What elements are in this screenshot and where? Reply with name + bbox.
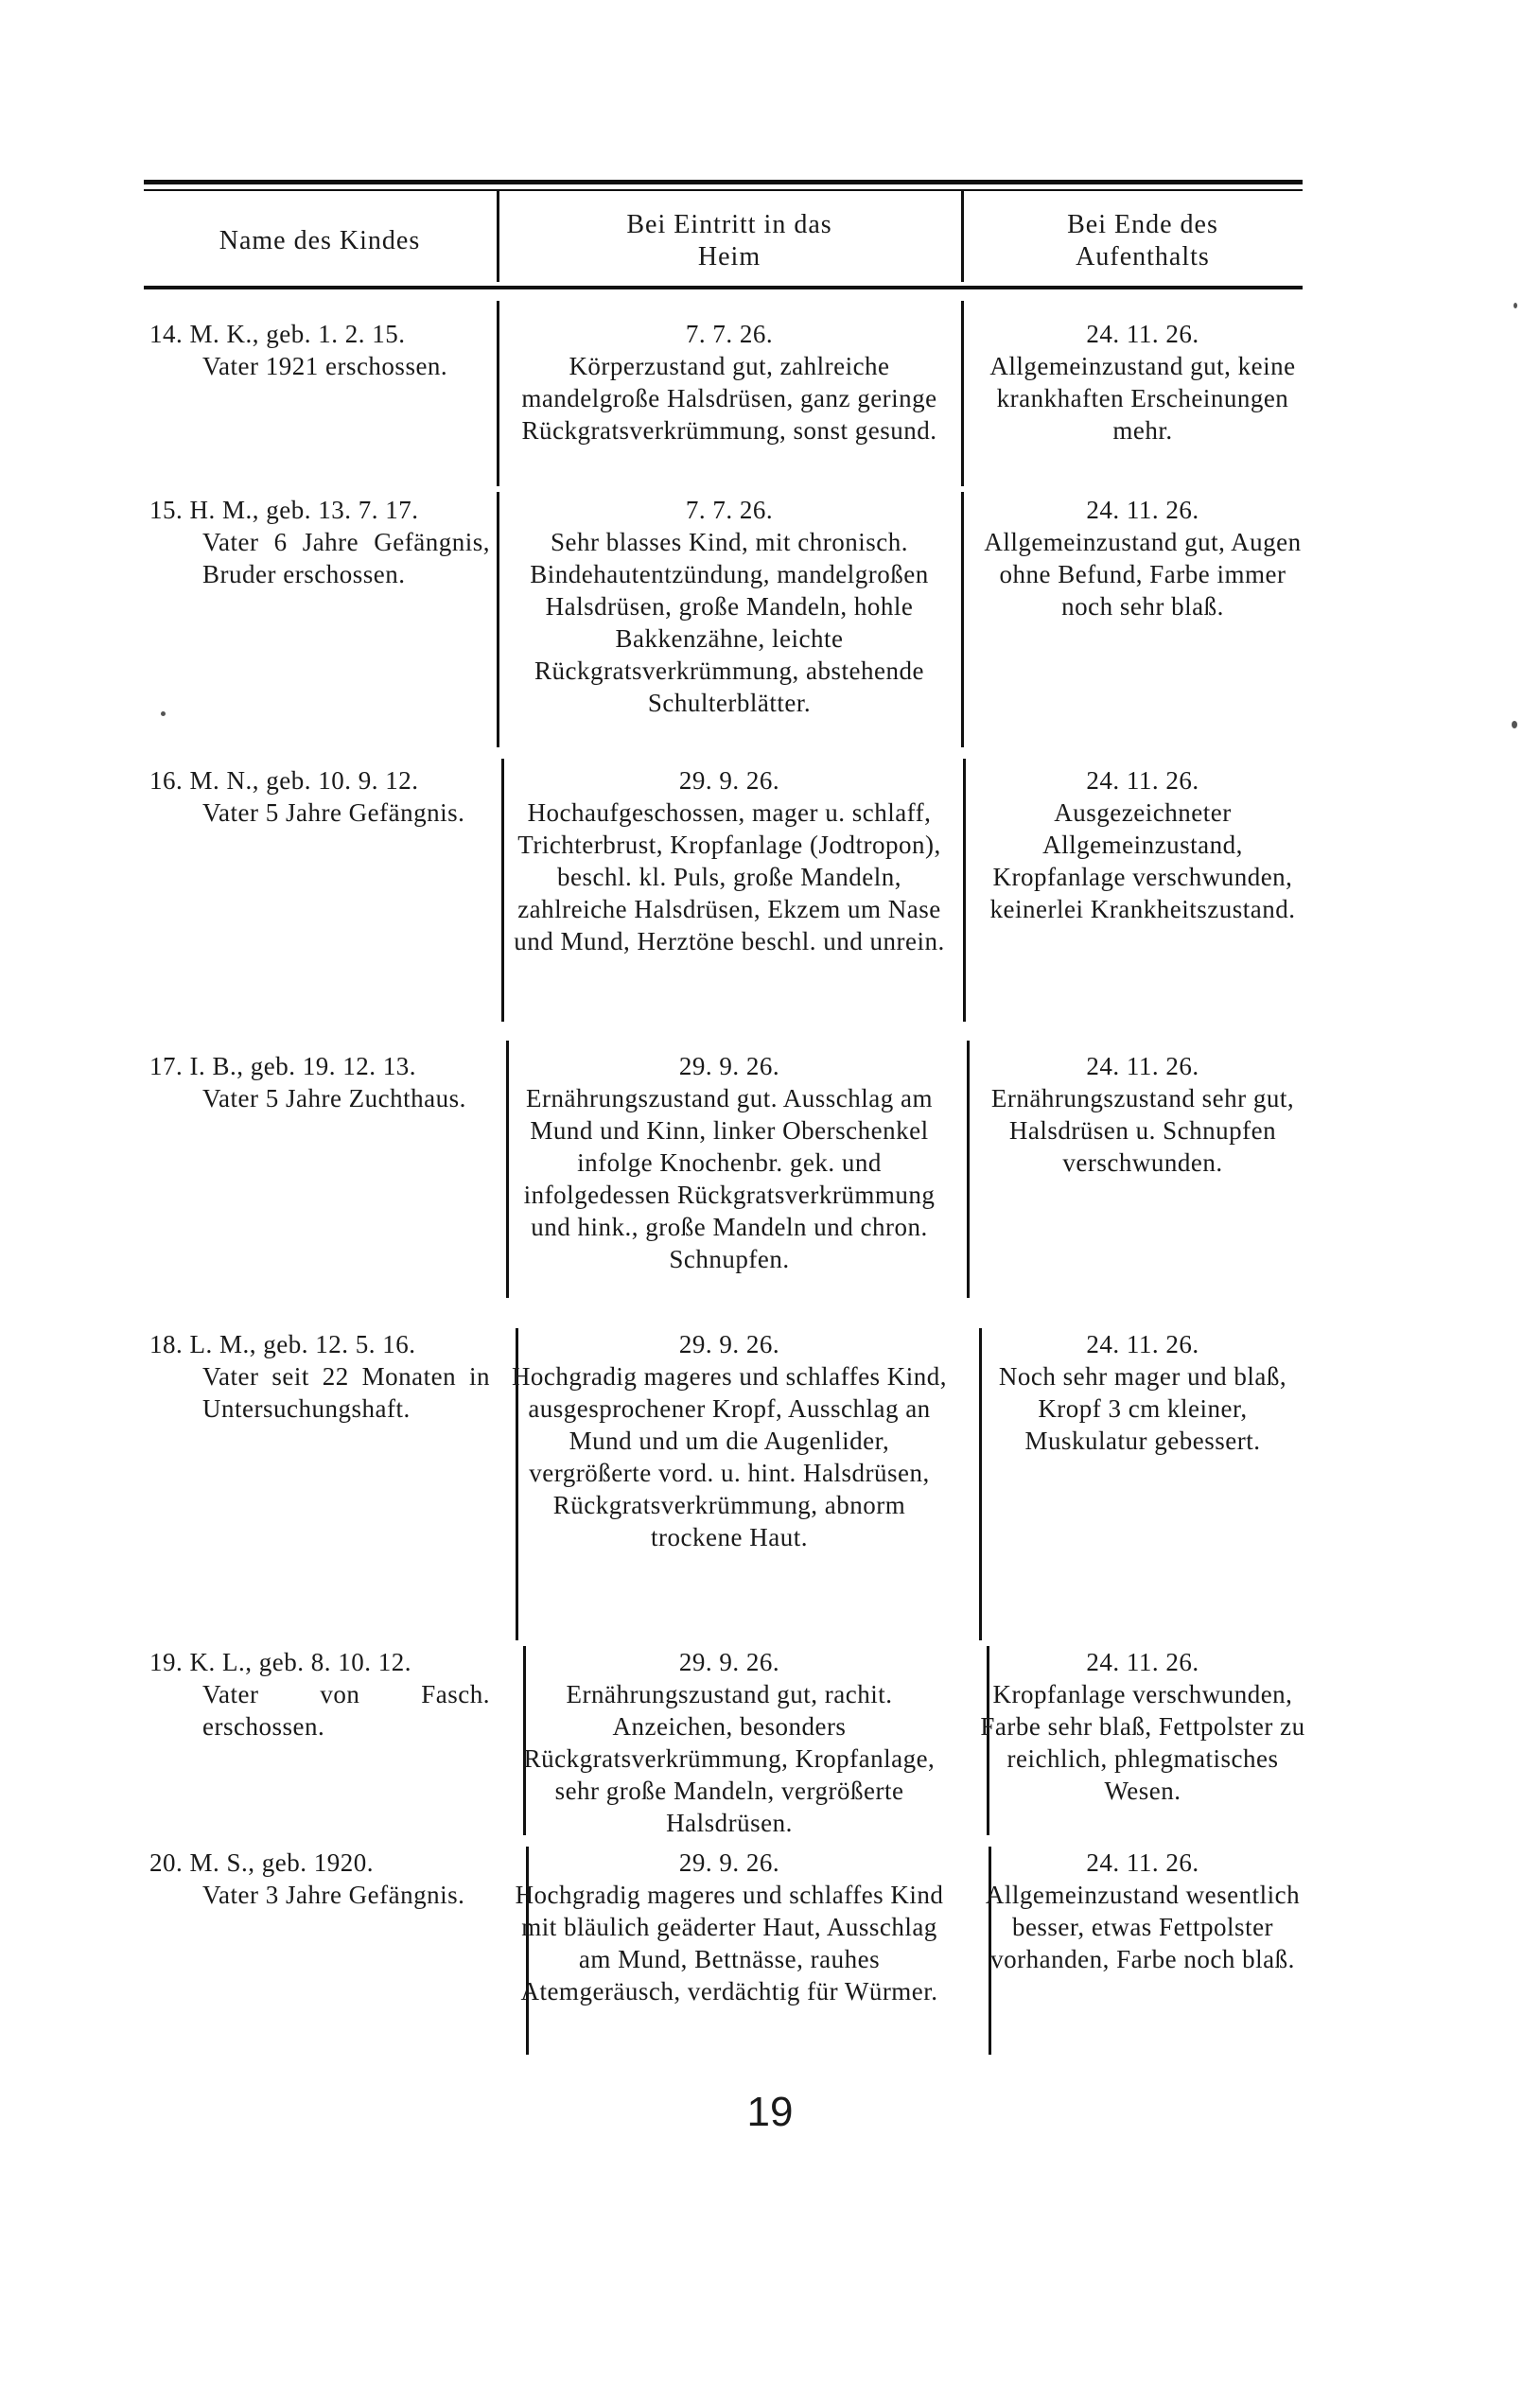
- column-divider: [497, 492, 499, 747]
- end-findings: Ernährungszustand sehr gut, Halsdrüsen u. Schnupfen verschwunden.: [990, 1084, 1295, 1177]
- entry-date: 29. 9. 26.: [678, 1052, 780, 1080]
- column-divider: [501, 759, 504, 1022]
- row-19-end-cell: [974, 1646, 1311, 1807]
- row-17-entry-cell: [507, 1050, 952, 1275]
- header-name: [149, 201, 490, 282]
- child-id: 15. H. M., geb. 13. 7. 17.: [149, 496, 419, 524]
- end-findings: Ausgezeichneter Allgemeinzustand, Kropfanlage verschwunden, keinerlei Krankheitszustand.: [989, 798, 1296, 923]
- header-end-line1: Bei Ende des: [1067, 210, 1218, 239]
- entry-findings: Ernährungszustand gut, rachit. Anzeichen, besonders Rückgratsverkrümmung, Kropfanlage, sehr große Mandeln, vergrößerte Halsdrüsen.: [523, 1680, 936, 1837]
- entry-findings: Körperzustand gut, zahlreiche mandelgroße Halsdrüsen, ganz geringe Rückgratsverkrümmung, sonst gesund.: [521, 352, 937, 445]
- scan-speck: [1514, 303, 1517, 308]
- header-end: [974, 201, 1311, 282]
- child-note: Vater 5 Jahre Zuchthaus.: [202, 1084, 466, 1112]
- child-note: Vater 6 Jahre Gefängnis, Bruder erschossen.: [202, 528, 490, 588]
- child-id: 18. L. M., geb. 12. 5. 16.: [149, 1330, 416, 1358]
- row-15-end-cell: [974, 494, 1311, 622]
- header-entry-line2: Heim: [697, 242, 761, 271]
- column-divider: [963, 759, 966, 1022]
- entry-findings: Sehr blasses Kind, mit chronisch. Bindehautentzündung, mandelgroßen Halsdrüsen, große Mandeln, hohle Bakkenzähne, leichte Rückgratsverkrümmung, abstehende Schulterblätter.: [530, 528, 929, 717]
- entry-date: 29. 9. 26.: [678, 1648, 780, 1676]
- child-note: Vater 5 Jahre Gefängnis.: [202, 798, 465, 827]
- end-date: 24. 11. 26.: [1086, 1848, 1199, 1877]
- end-date: 24. 11. 26.: [1086, 1330, 1199, 1358]
- header-bottom-rule: [144, 286, 1303, 289]
- entry-date: 29. 9. 26.: [678, 766, 780, 795]
- end-date: 24. 11. 26.: [1086, 766, 1199, 795]
- row-16-entry-cell: [507, 764, 952, 957]
- child-id: 16. M. N., geb. 10. 9. 12.: [149, 766, 419, 795]
- column-divider: [961, 492, 964, 747]
- row-14-name-cell: [149, 318, 490, 382]
- row-18-entry-cell: [507, 1328, 952, 1553]
- child-id: 17. I. B., geb. 19. 12. 13.: [149, 1052, 416, 1080]
- row-17-end-cell: [974, 1050, 1311, 1179]
- table-top-rule: [144, 180, 1303, 184]
- end-findings: Allgemeinzustand gut, Augen ohne Befund, Farbe immer noch sehr blaß.: [984, 528, 1302, 621]
- column-divider: [961, 191, 964, 282]
- row-16-end-cell: [974, 764, 1311, 925]
- end-date: 24. 11. 26.: [1086, 320, 1199, 348]
- header-entry: [507, 201, 952, 282]
- row-19-name-cell: [149, 1646, 490, 1743]
- child-note: Vater seit 22 Monaten in Untersuchungshaft.: [202, 1362, 490, 1423]
- entry-date: 7. 7. 26.: [685, 496, 774, 524]
- entry-date: 29. 9. 26.: [678, 1330, 780, 1358]
- child-note: Vater 3 Jahre Gefängnis.: [202, 1881, 465, 1909]
- row-18-end-cell: [974, 1328, 1311, 1457]
- row-18-name-cell: [149, 1328, 490, 1425]
- header-entry-line1: Bei Eintritt in das: [626, 210, 832, 239]
- column-divider: [961, 301, 964, 486]
- table-top-rule-thin: [144, 189, 1303, 191]
- header-name-text: Name des Kindes: [219, 226, 421, 255]
- row-19-entry-cell: [507, 1646, 952, 1839]
- entry-findings: Hochgradig mageres und schlaffes Kind mit bläulich geäderter Haut, Ausschlag am Mund, Bettnässe, rauhes Atemgeräusch, verdächtig für Würmer.: [515, 1881, 944, 2005]
- entry-findings: Hochgradig mageres und schlaffes Kind, ausgesprochener Kropf, Ausschlag an Mund und um die Augenlider, vergrößerte vord. u. hint. Halsdrüsen, Rückgratsverkrümmung, abnorm trockene Haut.: [511, 1362, 948, 1551]
- child-id: 14. M. K., geb. 1. 2. 15.: [149, 320, 406, 348]
- row-14-entry-cell: [507, 318, 952, 447]
- end-findings: Kropfanlage verschwunden, Farbe sehr blaß, Fettpolster zu reichlich, phlegmatisches Wesen.: [980, 1680, 1305, 1805]
- end-findings: Noch sehr mager und blaß, Kropf 3 cm kleiner, Muskulatur gebessert.: [998, 1362, 1287, 1455]
- entry-date: 7. 7. 26.: [685, 320, 774, 348]
- header-end-line2: Aufenthalts: [1076, 242, 1210, 271]
- end-date: 24. 11. 26.: [1086, 1052, 1199, 1080]
- row-20-end-cell: [974, 1847, 1311, 1975]
- child-note: Vater 1921 erschossen.: [202, 352, 448, 380]
- scan-speck: [161, 711, 166, 716]
- row-20-name-cell: [149, 1847, 490, 1911]
- row-15-name-cell: [149, 494, 490, 590]
- scan-speck: [1512, 721, 1517, 728]
- row-20-entry-cell: [507, 1847, 952, 2007]
- row-14-end-cell: [974, 318, 1311, 447]
- column-divider: [967, 1041, 970, 1298]
- end-findings: Allgemeinzustand wesentlich besser, etwas Fettpolster vorhanden, Farbe noch blaß.: [985, 1881, 1301, 1973]
- child-note: Vater von Fasch. erschossen.: [202, 1680, 490, 1741]
- row-17-name-cell: [149, 1050, 490, 1114]
- child-id: 20. M. S., geb. 1920.: [149, 1848, 375, 1877]
- entry-date: 29. 9. 26.: [678, 1848, 780, 1877]
- end-findings: Allgemeinzustand gut, keine krankhaften Erscheinungen mehr.: [989, 352, 1296, 445]
- child-id: 19. K. L., geb. 8. 10. 12.: [149, 1648, 411, 1676]
- end-date: 24. 11. 26.: [1086, 496, 1199, 524]
- entry-findings: Ernährungszustand gut. Ausschlag am Mund und Kinn, linker Oberschenkel infolge Knochenbr. gek. und infolgedessen Rückgratsverkrümmung und hink., große Mandeln und chron. Schnupfen.: [523, 1084, 936, 1273]
- end-date: 24. 11. 26.: [1086, 1648, 1199, 1676]
- row-15-entry-cell: [507, 494, 952, 719]
- column-divider: [497, 301, 499, 486]
- entry-findings: Hochaufgeschossen, mager u. schlaff, Trichterbrust, Kropfanlage (Jodtropon), beschl. kl. Puls, große Mandeln, zahlreiche Halsdrüsen, Ekzem um Nase und Mund, Herztöne beschl. und unrein.: [514, 798, 945, 955]
- page-number: 19: [746, 2089, 794, 2135]
- row-16-name-cell: [149, 764, 490, 829]
- column-divider: [497, 191, 499, 282]
